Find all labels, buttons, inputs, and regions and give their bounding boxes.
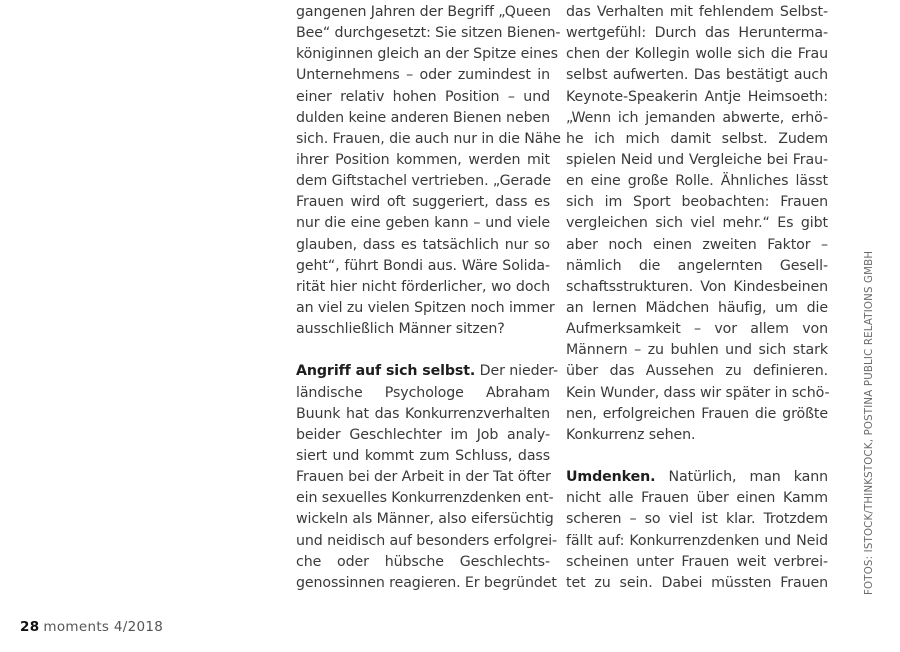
text-line: genossinnen reagieren. Er begründet	[296, 574, 557, 591]
text-line: chen der Kollegin wolle sich die Frau	[566, 46, 828, 63]
paragraph-spacer	[566, 446, 828, 467]
section-heading: Angriff auf sich selbst.	[296, 363, 476, 380]
text-line: schaftsstrukturen. Von Kindesbeinen	[566, 278, 828, 295]
text-line: an lernen Mädchen häufig, um die	[566, 299, 828, 316]
text-line: einer relativ hohen Position – und	[296, 88, 550, 105]
photo-credit: FOTOS: ISTOCK/THINKSTOCK, POSTINA PUBLIC RELATIONS GMBH	[864, 250, 875, 595]
text-line: nen, erfolgreichen Frauen die größte	[566, 405, 828, 422]
text-line	[296, 361, 558, 382]
text-line: nämlich die angelernten Gesell-	[566, 257, 828, 274]
text-line: spielen Neid und Vergleiche bei Frau-	[566, 151, 828, 168]
text-line: siert und kommt zum Schluss, dass	[296, 447, 550, 464]
text-line: ihrer Position kommen, werden mit	[296, 151, 550, 168]
text-line: Männern – zu buhlen und sich stark	[566, 342, 828, 359]
text-line: königinnen gleich an der Spitze eines	[296, 46, 558, 63]
text-line: Frauen bei der Arbeit in der Tat öfter	[296, 469, 551, 486]
text-line: beider Geschlechter im Job analy-	[296, 426, 550, 443]
text-line: Buunk hat das Konkurrenzverhalten	[296, 405, 550, 422]
text-line: rität hier nicht förderlicher, wo doch	[296, 278, 550, 295]
text-line: ländische Psychologe Abraham	[296, 384, 550, 401]
text-line: dulden keine anderen Bienen neben	[296, 109, 550, 126]
text-line: ausschließlich Männer sitzen?	[296, 321, 505, 338]
text-line: Bee“ durchgesetzt: Sie sitzen Bienen-	[296, 25, 561, 42]
text-line: das Verhalten mit fehlendem Selbst-	[566, 4, 828, 20]
page-footer	[20, 619, 163, 635]
text-line: über das Aussehen zu definieren.	[566, 363, 828, 380]
text-line: fällt auf: Konkurrenzdenken und Neid	[566, 532, 828, 549]
text-line: gangenen Jahren der Begriff „Queen	[296, 4, 551, 20]
text-line: en eine große Rolle. Ähnliches lässt	[566, 173, 828, 190]
text-line: aber noch einen zweiten Faktor –	[566, 236, 828, 253]
text-run: Der nieder-	[475, 363, 558, 380]
text-line: scheren – so viel ist klar. Trotzdem	[566, 511, 828, 528]
text-line: Frauen wird oft suggeriert, dass es	[296, 194, 550, 211]
text-line: Kein Wunder, dass wir später in schö-	[566, 384, 830, 401]
text-line: che oder hübsche Geschlechts-	[296, 553, 550, 570]
text-line	[566, 467, 828, 488]
text-line: tet zu sein. Dabei müssten Frauen	[566, 574, 828, 591]
paragraph	[566, 2, 828, 446]
article-column-right	[566, 2, 828, 594]
text-line: an viel zu vielen Spitzen noch immer	[296, 299, 555, 316]
paragraph	[566, 467, 828, 594]
text-line: dem Giftstachel vertrieben. „Gerade	[296, 173, 552, 190]
text-line: Unternehmens – oder zumindest in	[296, 67, 550, 84]
publication-issue: moments 4/2018	[43, 619, 164, 635]
text-line: vergleichen sich viel mehr.“ Es gibt	[566, 215, 828, 232]
text-line: selbst aufwerten. Das bestätigt auch	[566, 67, 828, 84]
page-number: 28	[20, 619, 40, 635]
text-line: sich im Sport beobachten: Frauen	[566, 194, 828, 211]
text-line: nur die eine geben kann – und viele	[296, 215, 550, 232]
section-heading: Umdenken.	[566, 469, 656, 486]
text-line: „Wenn ich jemanden abwerte, erhö-	[566, 109, 828, 126]
text-line: nicht alle Frauen über einen Kamm	[566, 490, 828, 507]
paragraph	[296, 361, 558, 594]
text-line: glauben, dass es tatsächlich nur so	[296, 236, 550, 253]
text-line: und neidisch auf besonders erfolgrei-	[296, 532, 558, 549]
text-line: sich. Frauen, die auch nur in die Nähe	[296, 130, 561, 147]
text-line: ein sexuelles Konkurrenzdenken ent-	[296, 490, 554, 507]
paragraph	[296, 2, 561, 340]
article-column-left	[296, 2, 561, 594]
text-line: geht“, führt Bondi aus. Wäre Solida-	[296, 257, 550, 274]
paragraph-spacer	[296, 340, 550, 361]
text-line: Aufmerksamkeit – vor allem von	[566, 321, 828, 338]
text-line: wickeln als Männer, also eifersüchtig	[296, 511, 554, 528]
text-line: Konkurrenz sehen.	[566, 426, 696, 443]
text-line: wertgefühl: Durch das Heruntermа-	[566, 25, 828, 42]
text-line: Keynote-Speakerin Antje Heimsoeth:	[566, 88, 828, 105]
text-line: he ich mich damit selbst. Zudem	[566, 130, 828, 147]
text-run: Natürlich, man kann	[655, 469, 828, 486]
text-line: scheinen unter Frauen weit verbrei-	[566, 553, 828, 570]
